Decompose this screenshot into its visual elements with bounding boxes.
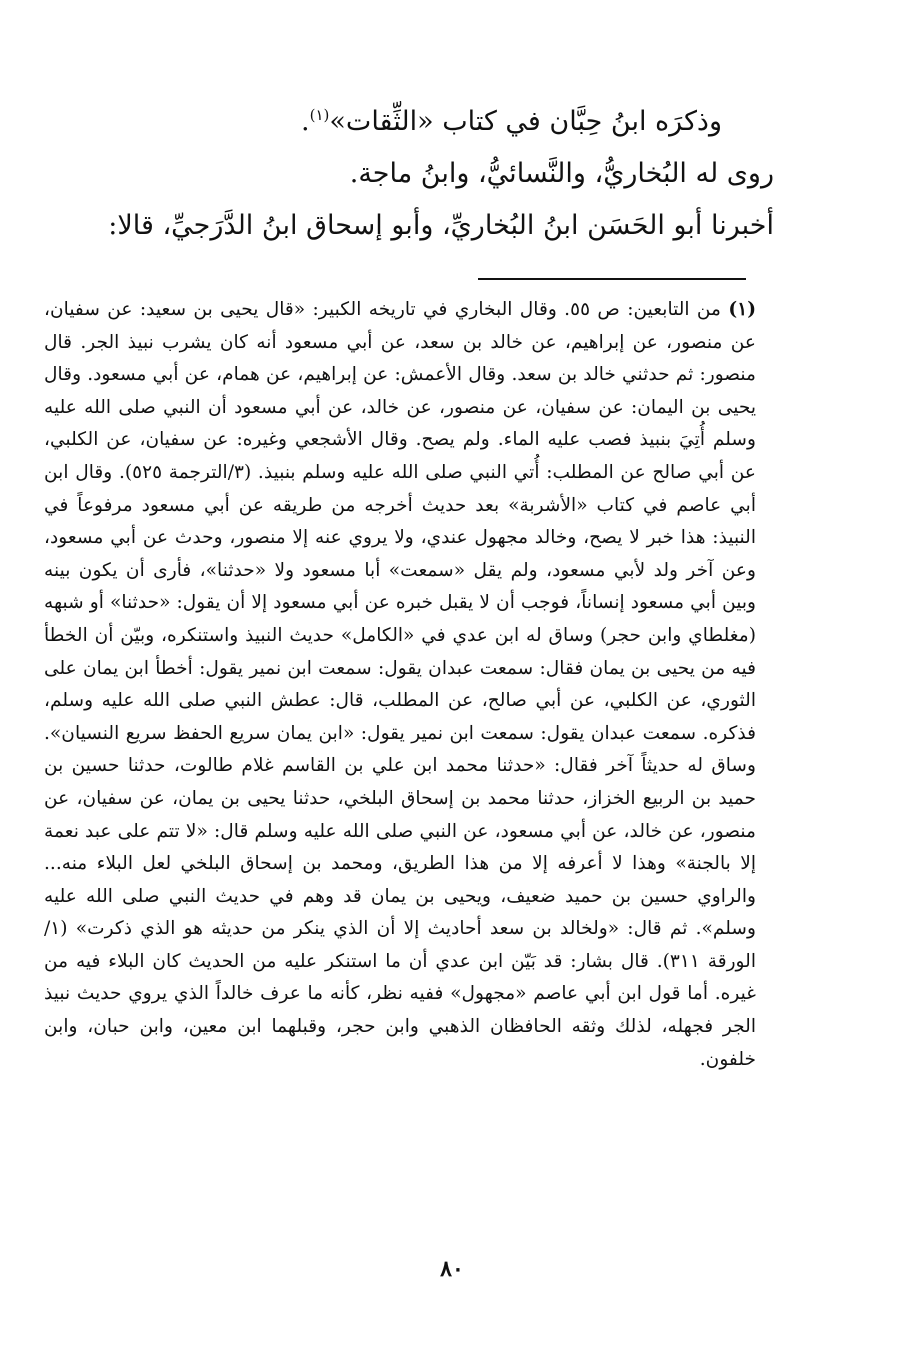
main-text-line-1-text: وذكرَه ابنُ حِبَّان في كتاب «الثِّقات» bbox=[329, 106, 722, 137]
main-text-block bbox=[108, 96, 774, 252]
page-number: ٨٠ bbox=[440, 1256, 464, 1282]
footnote-text: من التابعين: ص ٥٥. وقال البخاري في تاريخه الكبير: «قال يحيى بن سعيد: عن سفيان، عن منصور، عن إبراهيم، عن خالد بن سعد، عن أبي مسعود أنه كان يشرب نبيذ الجر. قال منصور: ثم حدثني خالد بن سعد. وقال الأعمش: عن إبراهيم، عن همام، عن أبي مسعود. وقال يحيى بن اليمان: عن سفيان، عن منصور، عن خالد، عن أبي مسعود أن النبي صلى الله عليه وسلم أُتِيَ بنبيذ فصب عليه الماء. ولم يصح. وقال الأشجعي وغيره: عن سفيان، عن الكلبي، عن أبي صالح عن المطلب: أُتي النبي صلى الله عليه وسلم بنبيذ. (٣/الترجمة ٥٢٥). وقال ابن أبي عاصم في كتاب «الأشربة» بعد حديث أخرجه من طريقه عن أبي مسعود مرفوعاً في النبيذ: هذا خبر لا يصح، وخالد مجهول عندي، ولا يروي عنه إلا منصور، وحدث عن أبي مسعود، وعن آخر ولد لأبي مسعود، ولم يقل «سمعت» أبا مسعود ولا «حدثنا»، فأرى أن يكون بينه وبين أبي مسعود إنساناً، فوجب أن لا يقبل خبره عن أبي مسعود إلا أن يقول: «حدثنا» أو شبهه (مغلطاي وابن حجر) وساق له ابن عدي في «الكامل» حديث النبيذ واستنكره، وبيّن أن الخطأ فيه من يحيى بن يمان فقال: سمعت عبدان يقول: سمعت ابن نمير يقول: أخطأ ابن يمان على الثوري، عن الكلبي، عن أبي صالح، عن المطلب، قال: عطش النبي صلى الله عليه وسلم، فذكره. سمعت عبدان يقول: سمعت ابن نمير يقول: «ابن يمان سريع الحفظ سريع النسيان». وساق له حديثاً آخر فقال: «حدثنا محمد ابن علي بن القاسم غلام طالوت، حدثنا حسين بن حميد بن الربيع الخزاز، حدثنا محمد بن إسحاق البلخي، حدثنا يحيى بن يمان، عن سفيان، عن منصور، عن خالد، عن أبي مسعود، عن النبي صلى الله عليه وسلم قال: «لا تتم على عبد نعمة إلا بالجنة» وهذا لا أعرفه إلا من هذا الطريق، ومحمد بن إسحاق البلخي لعل البلاء منه... والراوي حسين بن حميد ضعيف، ويحيى بن يمان قد وهم في حديث النبي صلى الله عليه وسلم». ثم قال: «ولخالد بن سعد أحاديث إلا أن الذي ينكر من حديثه هو الذي ذكرت» (١/الورقة ٣١١). قال بشار: قد بَيّن ابن عدي أن ما استنكر عليه من الحديث كان البلاء فيه من غيره. أما قول ابن أبي عاصم «مجهول» ففيه نظر، كأنه ما عرف خالداً الذي يروي حديث نبيذ الجر فجهله، لذلك وثقه الحافظان الذهبي وابن حجر، وقبلهما ابن معين، وابن حبان، وابن خلفون. bbox=[44, 299, 756, 1070]
footnote-separator bbox=[478, 278, 746, 280]
main-text-line-1: وذكرَه ابنُ حِبَّان في كتاب «الثِّقات»$^{(١)}$. bbox=[301, 106, 722, 137]
footnote-marker: (١) bbox=[728, 299, 756, 320]
footnote-reference[interactable]: (١) bbox=[309, 106, 330, 124]
main-text-line-3: أخبرنا أبو الحَسَن ابنُ البُخاريِّ، وأبو إسحاق ابنُ الدَّرَجيِّ، قالا: bbox=[108, 210, 774, 241]
footnote-block bbox=[44, 294, 756, 1076]
main-text-line-2: روى له البُخاريُّ، والنَّسائيُّ، وابنُ ماجة. bbox=[349, 158, 774, 189]
